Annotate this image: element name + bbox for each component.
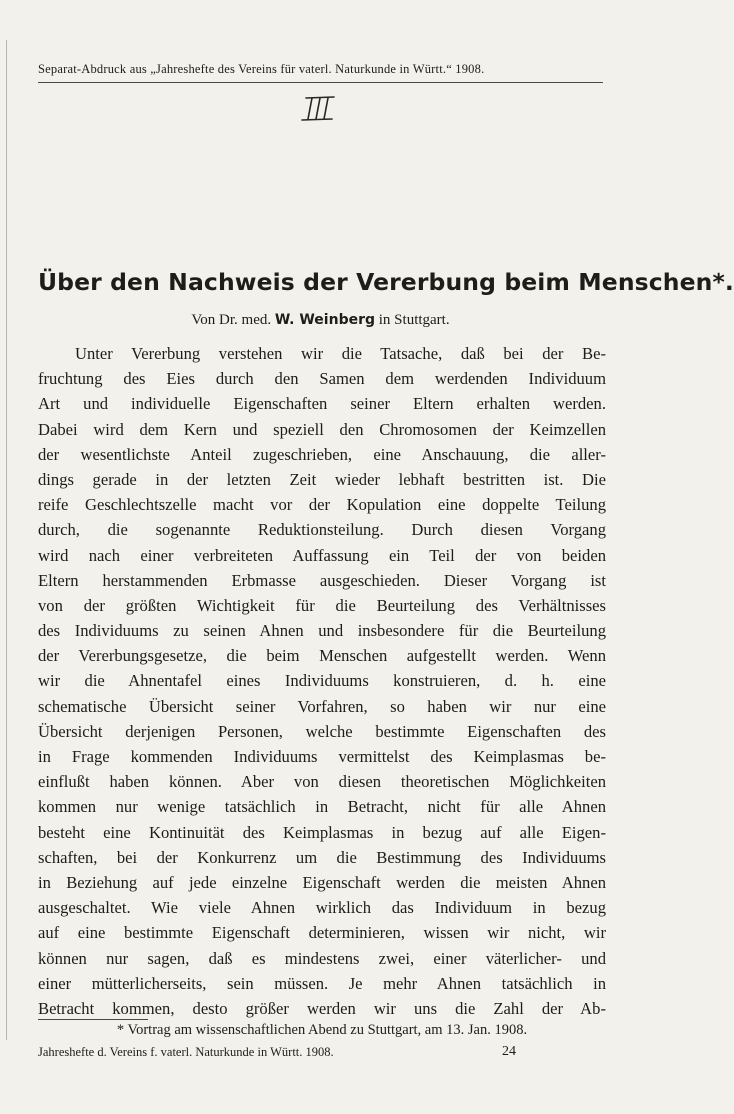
text-line: Unter Vererbung verstehen wir die Tatsache, daß bei der Be- [75, 344, 606, 363]
text-line: in Frage kommenden Individuums vermittelst des Keimplasmas be- [38, 747, 606, 766]
footnote-rule [38, 1019, 148, 1020]
text-line: schematische Übersicht seiner Vorfahren, so haben wir nur eine [38, 696, 606, 716]
text-line: wir die Ahnentafel eines Individuums konstruieren, d. h. eine [38, 671, 606, 691]
text-line: auf eine bestimmte Eigenschaft determinieren, wissen wir nicht, wir [38, 923, 606, 943]
byline-suffix: in Stuttgart. [378, 312, 450, 328]
offprint-header: Separat-Abdruck aus „Jahreshefte des Vereins für vaterl. Naturkunde in Württ.“ 1908. [38, 62, 485, 76]
text-line: können nur sagen, daß es mindestens zwei, einer väterlicher- und [38, 948, 606, 968]
text-line: einer mütterlicherseits, sein müssen. Je mehr Ahnen tatsächlich in [38, 973, 606, 993]
byline-prefix: Von Dr. med. [191, 312, 272, 328]
article-byline [38, 312, 603, 329]
text-line: wird nach einer verbreiteten Auffassung ein Teil der von beiden [38, 545, 606, 565]
author-name: W. Weinberg [274, 312, 376, 328]
text-line: des Individuums zu seinen Ahnen und insbesondere für die Beurteilung [38, 621, 606, 641]
footer-source: Jahreshefte d. Vereins f. vaterl. Naturkunde in Württ. 1908. [38, 1045, 334, 1059]
text-line: fruchtung des Eies durch den Samen dem werdenden Individuum [38, 369, 606, 389]
text-line: in Beziehung auf jede einzelne Eigenschaft werden die meisten Ahnen [38, 872, 606, 892]
text-line: durch, die sogenannte Reduktionsteilung. Durch diesen Vorgang [38, 520, 606, 540]
article-title: Über den Nachweis der Vererbung beim Menschen*. [38, 268, 734, 296]
text-line: der Vererbungsgesetze, die beim Menschen aufgestellt werden. Wenn [38, 646, 606, 666]
text-line: kommen nur wenige tatsächlich in Betracht, nicht für alle Ahnen [38, 797, 606, 817]
text-line: besteht eine Kontinuität des Keimplasmas in bezug auf alle Eigen- [38, 822, 606, 842]
header-rule [38, 82, 603, 83]
text-line: Betracht kommen, desto größer werden wir uns die Zahl der Ab- [38, 998, 606, 1018]
text-line: Dabei wird dem Kern und speziell den Chromosomen der Keimzellen [38, 419, 606, 439]
text-line: Eltern herstammenden Erbmasse ausgeschieden. Dieser Vorgang ist [38, 570, 606, 590]
text-line: reife Geschlechtszelle macht vor der Kopulation eine doppelte Teilung [38, 495, 606, 515]
page-number: 24 [502, 1044, 516, 1059]
text-line: einflußt haben können. Aber von diesen theoretischen Möglichkeiten [38, 772, 606, 792]
text-line: von der größten Wichtigkeit für die Beurteilung des Verhältnisses [38, 595, 606, 615]
text-line: schaften, bei der Konkurrenz um die Bestimmung des Individuums [38, 847, 606, 867]
handwritten-numeral-mark [300, 92, 340, 126]
body-paragraph [38, 341, 606, 1021]
text-line: der wesentlichste Anteil zugeschrieben, eine Anschauung, die aller- [38, 444, 606, 464]
footnote: * Vortrag am wissenschaftlichen Abend zu Stuttgart, am 13. Jan. 1908. [116, 1022, 528, 1038]
text-line: Übersicht derjenigen Personen, welche bestimmte Eigenschaften des [38, 721, 606, 741]
page-edge-shadow [6, 40, 7, 1040]
text-line: dings gerade in der letzten Zeit wieder lebhaft bestritten ist. Die [38, 469, 606, 489]
text-line: ausgeschaltet. Wie viele Ahnen wirklich das Individuum in bezug [38, 898, 606, 918]
text-line: Art und individuelle Eigenschaften seiner Eltern erhalten werden. [38, 394, 606, 414]
